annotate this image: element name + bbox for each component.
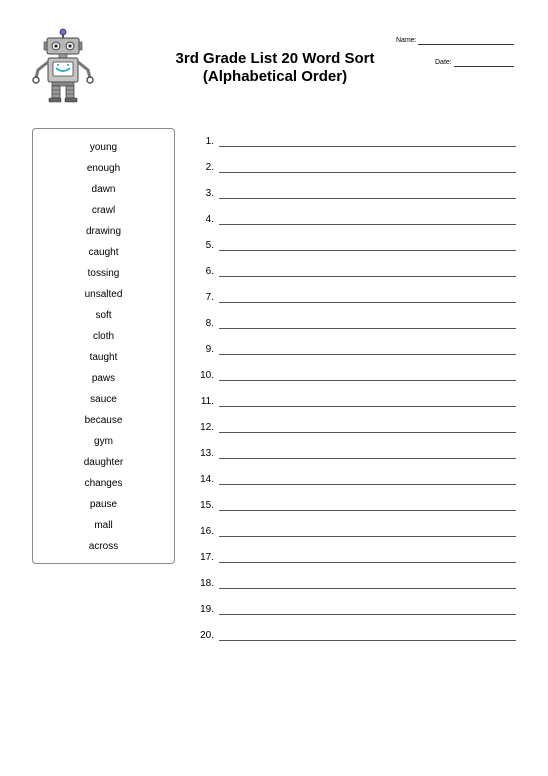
answer-number: 2. — [205, 162, 214, 173]
answer-line[interactable] — [219, 562, 516, 563]
answer-number: 15. — [200, 500, 214, 511]
word-bank-item: soft — [95, 310, 112, 321]
answer-number: 12. — [200, 422, 214, 433]
answer-number: 8. — [205, 318, 214, 329]
answer-line[interactable] — [219, 484, 516, 485]
answer-number: 20. — [200, 630, 214, 641]
word-bank-item: changes — [84, 478, 123, 489]
word-bank-item: mall — [94, 520, 113, 531]
word-bank-item: young — [89, 142, 118, 153]
answer-line[interactable] — [219, 302, 516, 303]
answer-line[interactable] — [219, 276, 516, 277]
word-bank-item: daughter — [83, 457, 124, 468]
word-bank-item: across — [88, 541, 119, 552]
answer-number: 9. — [205, 344, 214, 355]
word-bank-item: caught — [88, 247, 119, 258]
answer-line[interactable] — [219, 536, 516, 537]
word-bank — [32, 128, 175, 564]
worksheet-title: 3rd Grade List 20 Word Sort — [175, 50, 375, 67]
name-field[interactable] — [396, 37, 417, 44]
answer-line[interactable] — [219, 146, 516, 147]
word-bank-item: pause — [89, 499, 118, 510]
answer-line[interactable] — [219, 588, 516, 589]
answer-number: 6. — [205, 266, 214, 277]
answer-line[interactable] — [219, 172, 516, 173]
word-bank-item: because — [84, 415, 123, 426]
word-bank-item: taught — [89, 352, 118, 363]
word-bank-item: crawl — [91, 205, 116, 216]
robot-icon — [30, 28, 96, 104]
answer-line[interactable] — [219, 510, 516, 511]
answer-line[interactable] — [219, 198, 516, 199]
word-bank-item: unsalted — [84, 289, 123, 300]
answer-number: 14. — [200, 474, 214, 485]
answer-number: 16. — [200, 526, 214, 537]
answer-number: 10. — [200, 370, 214, 381]
word-bank-item: gym — [94, 436, 113, 447]
answer-number: 3. — [205, 188, 214, 199]
word-bank-item: tossing — [87, 268, 120, 279]
date-label: Date: — [435, 59, 452, 66]
word-bank-item: sauce — [90, 394, 117, 405]
word-bank-item: enough — [86, 163, 121, 174]
answer-number: 5. — [205, 240, 214, 251]
answer-number: 1. — [205, 136, 214, 147]
answer-line[interactable] — [219, 328, 516, 329]
answer-line[interactable] — [219, 406, 516, 407]
answer-line[interactable] — [219, 640, 516, 641]
name-line — [418, 44, 514, 45]
answer-line[interactable] — [219, 380, 516, 381]
answer-number: 19. — [200, 604, 214, 615]
date-field[interactable] — [435, 59, 452, 66]
answer-number: 13. — [200, 448, 214, 459]
word-bank-item: drawing — [85, 226, 122, 237]
answer-line[interactable] — [219, 354, 516, 355]
word-bank-item: cloth — [92, 331, 115, 342]
word-bank-item: dawn — [91, 184, 116, 195]
word-bank-item: paws — [91, 373, 116, 384]
answer-number: 18. — [200, 578, 214, 589]
answer-number: 11. — [200, 396, 214, 407]
answer-number: 4. — [205, 214, 214, 225]
answer-line[interactable] — [219, 614, 516, 615]
answer-number: 7. — [205, 292, 214, 303]
answer-line[interactable] — [219, 432, 516, 433]
worksheet-subtitle: (Alphabetical Order) — [202, 68, 348, 85]
name-label: Name: — [396, 37, 417, 44]
date-line — [454, 66, 514, 67]
answer-line[interactable] — [219, 224, 516, 225]
answer-line[interactable] — [219, 250, 516, 251]
answer-number: 17. — [200, 552, 214, 563]
answer-line[interactable] — [219, 458, 516, 459]
